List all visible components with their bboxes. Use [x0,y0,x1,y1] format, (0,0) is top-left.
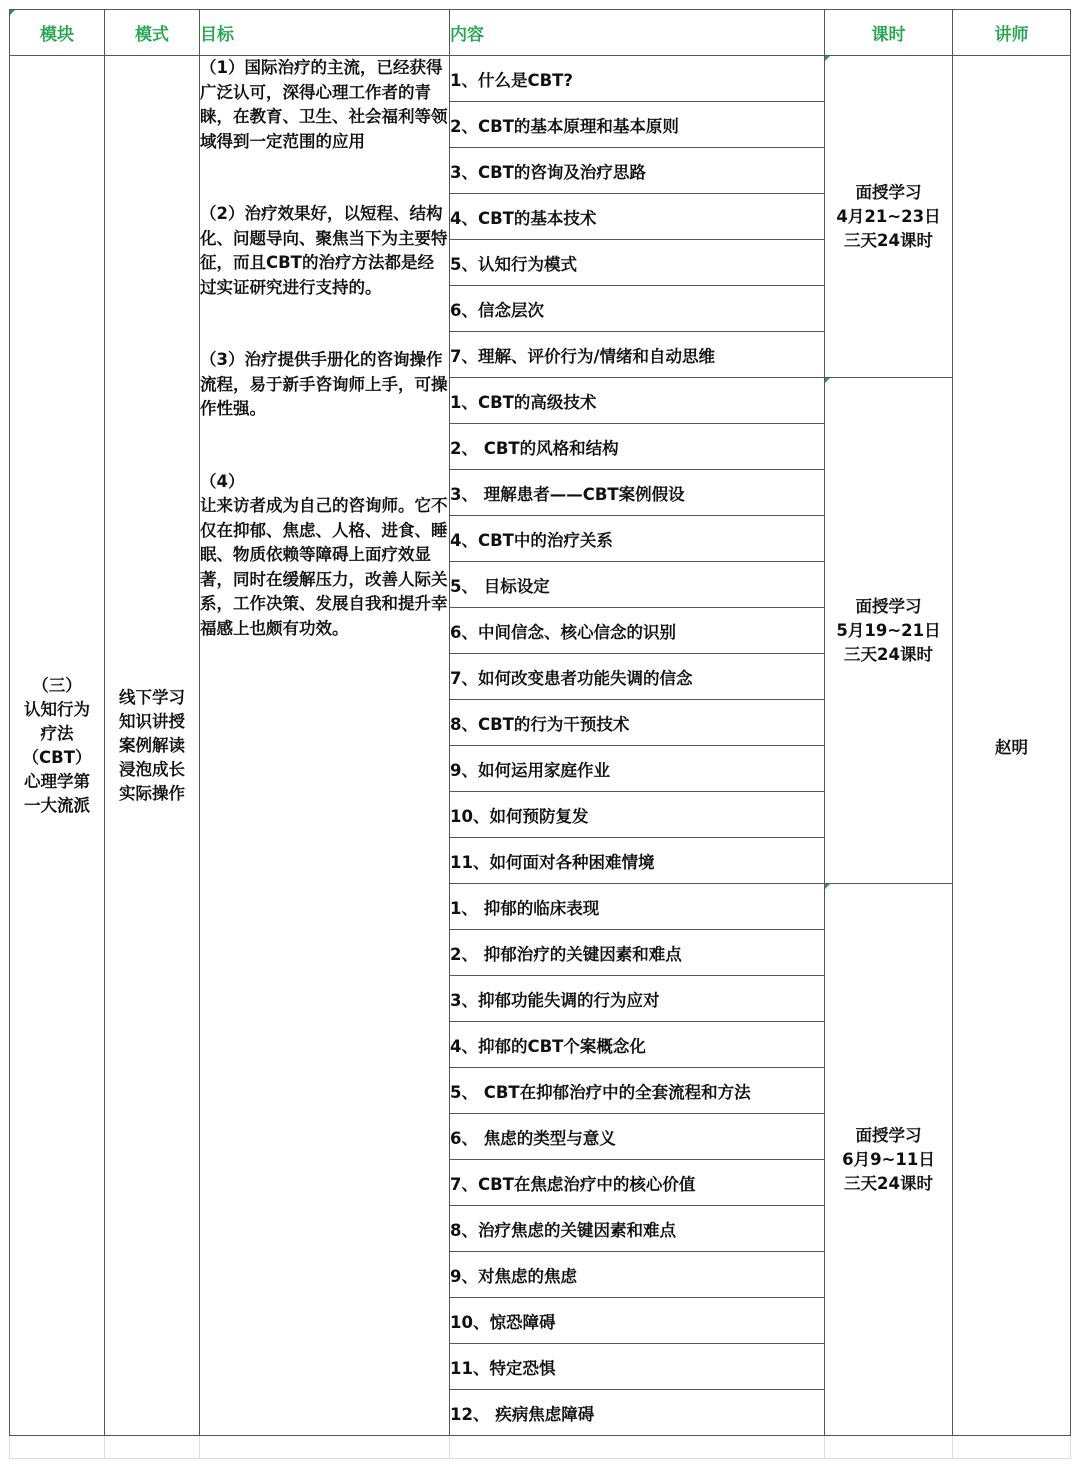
module-line: （三） [32,675,82,695]
content-item: 1、CBT的高级技术 [450,378,825,424]
empty-cell [953,1436,1071,1459]
content-item: 8、治疗焦虑的关键因素和难点 [450,1206,825,1252]
content-item: 4、CBT的基本技术 [450,194,825,240]
content-item: 3、抑郁功能失调的行为应对 [450,976,825,1022]
cell-marker-icon [825,56,830,61]
content-item: 5、 目标设定 [450,562,825,608]
content-item: 12、 疾病焦虑障碍 [450,1390,825,1436]
empty-cell [105,1436,200,1459]
schedule-line: 三天24课时 [844,644,933,664]
content-item: 6、中间信念、核心信念的识别 [450,608,825,654]
content-item: 3、CBT的咨询及治疗思路 [450,148,825,194]
header-module: 模块 [10,10,105,56]
mode-line: 案例解读 [119,735,185,755]
content-item: 2、CBT的基本原理和基本原则 [450,102,825,148]
schedule-line: 5月19~21日 [836,620,941,640]
content-item: 11、特定恐惧 [450,1344,825,1390]
header-hours: 课时 [825,10,953,56]
content-item: 7、CBT在焦虑治疗中的核心价值 [450,1160,825,1206]
header-teacher: 讲师 [953,10,1071,56]
empty-footer-row [10,1436,1071,1459]
header-content: 内容 [450,10,825,56]
goal-paragraph: （4） 让来访者成为自己的咨询师。它不仅在抑郁、焦虑、人格、进食、睡眠、物质依赖等障碍上面疗效显著，同时在缓解压力，改善人际关系，工作决策、发展自我和提升幸福感上也颇有功效。 [200,471,448,638]
content-item: 4、抑郁的CBT个案概念化 [450,1022,825,1068]
mode-line: 实际操作 [119,783,185,803]
content-item: 11、如何面对各种困难情境 [450,838,825,884]
schedule-line: 面授学习 [855,182,922,202]
empty-cell [825,1436,953,1459]
schedule-cell-2 [825,378,953,884]
content-item: 7、理解、评价行为/情绪和自动思维 [450,332,825,378]
content-item: 4、CBT中的治疗关系 [450,516,825,562]
schedule-line: 4月21~23日 [836,206,941,226]
header-row [10,10,1071,56]
teacher-cell: 赵明 [953,56,1071,1436]
table-row [10,56,1071,102]
schedule-line: 6月9~11日 [842,1149,935,1169]
content-item: 9、对焦虑的焦虑 [450,1252,825,1298]
module-line: 疗法 [40,723,74,743]
content-item: 3、 理解患者——CBT案例假设 [450,470,825,516]
module-line: 一大流派 [24,795,90,815]
module-line: （CBT） [22,747,92,767]
content-item: 1、什么是CBT? [450,56,825,102]
schedule-line: 三天24课时 [844,230,933,250]
goals-cell [200,56,450,1436]
content-item: 10、惊恐障碍 [450,1298,825,1344]
empty-cell [10,1436,105,1459]
cell-marker-icon [10,10,15,15]
content-item: 2、 CBT的风格和结构 [450,424,825,470]
module-line: 心理学第 [24,771,90,791]
mode-cell [105,56,200,1436]
empty-cell [450,1436,825,1459]
mode-line: 浸泡成长 [119,759,185,779]
content-item: 7、如何改变患者功能失调的信念 [450,654,825,700]
schedule-line: 面授学习 [855,1125,922,1145]
content-item: 2、 抑郁治疗的关键因素和难点 [450,930,825,976]
course-table [9,9,1071,1459]
schedule-line: 面授学习 [855,596,922,616]
module-line: 认知行为 [24,699,90,719]
schedule-cell-3 [825,884,953,1436]
goal-paragraph: （3）治疗提供手册化的咨询操作流程，易于新手咨询师上手，可操作性强。 [200,350,448,418]
header-goal: 目标 [200,10,450,56]
schedule-cell-1 [825,56,953,378]
module-cell [10,56,105,1436]
content-item: 5、认知行为模式 [450,240,825,286]
mode-line: 线下学习 [119,687,185,707]
content-item: 6、信念层次 [450,286,825,332]
schedule-line: 三天24课时 [844,1173,933,1193]
content-item: 1、 抑郁的临床表现 [450,884,825,930]
content-item: 6、 焦虑的类型与意义 [450,1114,825,1160]
goal-paragraph: （2）治疗效果好，以短程、结构化、问题导向、聚焦当下为主要特征，而且CBT的治疗方法都是经过实证研究进行支持的。 [200,204,448,297]
empty-cell [200,1436,450,1459]
header-mode: 模式 [105,10,200,56]
content-item: 9、如何运用家庭作业 [450,746,825,792]
cell-marker-icon [825,378,830,383]
cell-marker-icon [825,884,830,889]
content-item: 5、 CBT在抑郁治疗中的全套流程和方法 [450,1068,825,1114]
goal-paragraph: （1）国际治疗的主流，已经获得广泛认可，深得心理工作者的青睐，在教育、卫生、社会福利等领域得到一定范围的应用 [200,58,448,151]
mode-line: 知识讲授 [119,711,185,731]
content-item: 8、CBT的行为干预技术 [450,700,825,746]
content-item: 10、如何预防复发 [450,792,825,838]
